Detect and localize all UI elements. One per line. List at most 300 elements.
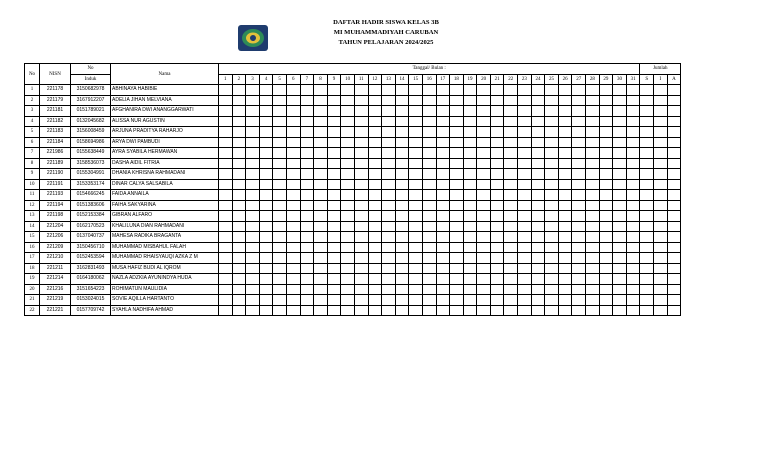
attendance-cell [259,106,273,117]
attendance-cell [490,232,504,243]
attendance-cell [613,211,627,222]
attendance-cell [259,85,273,96]
attendance-cell [558,137,572,148]
attendance-cell [463,221,477,232]
attendance-cell [490,127,504,138]
attendance-cell [436,200,450,211]
attendance-cell [341,221,355,232]
attendance-cell [490,169,504,180]
attendance-cell [463,179,477,190]
attendance-cell [246,137,260,148]
attendance-cell [463,127,477,138]
attendance-cell [572,190,586,201]
attendance-cell [450,305,464,316]
attendance-cell [450,127,464,138]
summary-cell [654,263,668,274]
attendance-cell [300,253,314,264]
attendance-cell [232,85,246,96]
attendance-cell [327,158,341,169]
attendance-cell [395,95,409,106]
attendance-cell [354,190,368,201]
attendance-cell [273,242,287,253]
attendance-cell [613,190,627,201]
attendance-cell [436,211,450,222]
attendance-cell [504,211,518,222]
attendance-cell [354,179,368,190]
attendance-cell [273,211,287,222]
attendance-cell [273,106,287,117]
attendance-cell [504,305,518,316]
table-row [25,263,681,274]
attendance-cell [354,221,368,232]
attendance-cell [599,295,613,306]
attendance-cell [382,263,396,274]
attendance-cell [327,190,341,201]
attendance-cell [232,232,246,243]
attendance-cell [300,284,314,295]
attendance-cell [558,221,572,232]
attendance-cell [422,274,436,285]
attendance-cell [327,242,341,253]
attendance-cell [518,158,532,169]
table-row [25,242,681,253]
attendance-cell [300,190,314,201]
attendance-cell [273,221,287,232]
attendance-cell [232,242,246,253]
attendance-cell [450,137,464,148]
attendance-cell [558,211,572,222]
attendance-cell [354,253,368,264]
attendance-cell [518,169,532,180]
nisn-cell: 221189 [40,158,71,169]
attendance-cell [273,295,287,306]
attendance-cell [395,295,409,306]
summary-cell [654,137,668,148]
attendance-cell [558,158,572,169]
attendance-cell [368,148,382,159]
attendance-cell [504,95,518,106]
attendance-cell [518,127,532,138]
attendance-cell [626,284,640,295]
day-header-1: 1 [219,74,233,85]
attendance-cell [286,274,300,285]
summary-cell [654,116,668,127]
attendance-cell [436,85,450,96]
day-header-31: 31 [626,74,640,85]
attendance-cell [531,274,545,285]
table-row [25,95,681,106]
attendance-cell [259,169,273,180]
attendance-cell [477,116,491,127]
attendance-cell [531,127,545,138]
attendance-cell [586,85,600,96]
attendance-cell [273,137,287,148]
attendance-cell [246,295,260,306]
attendance-cell [354,211,368,222]
attendance-cell [545,95,559,106]
attendance-cell [314,179,328,190]
row-number: 21 [25,295,40,306]
attendance-cell [232,200,246,211]
summary-cell [667,179,681,190]
attendance-cell [341,295,355,306]
attendance-cell [558,85,572,96]
attendance-cell [395,232,409,243]
attendance-cell [626,127,640,138]
summary-cell [654,232,668,243]
summary-cell [640,148,654,159]
attendance-cell [354,148,368,159]
attendance-cell [450,263,464,274]
header-row-top [25,64,681,75]
attendance-cell [613,253,627,264]
attendance-cell [422,200,436,211]
student-name-cell: NAZLA ADZKIA AYUNINDYA HUDA [111,274,219,285]
attendance-cell [368,253,382,264]
attendance-cell [273,116,287,127]
summary-cell [640,95,654,106]
attendance-cell [422,232,436,243]
attendance-cell [409,305,423,316]
attendance-cell [246,200,260,211]
attendance-cell [586,179,600,190]
summary-cell [667,221,681,232]
attendance-cell [436,253,450,264]
attendance-cell [586,169,600,180]
day-header-10: 10 [341,74,355,85]
day-header-20: 20 [477,74,491,85]
attendance-cell [572,263,586,274]
attendance-cell [572,85,586,96]
attendance-cell [341,211,355,222]
table-row [25,221,681,232]
attendance-cell [368,284,382,295]
attendance-cell [518,137,532,148]
attendance-cell [300,242,314,253]
attendance-cell [626,95,640,106]
attendance-cell [558,190,572,201]
attendance-cell [354,85,368,96]
attendance-cell [409,85,423,96]
attendance-cell [219,158,233,169]
attendance-cell [232,106,246,117]
attendance-cell [599,85,613,96]
attendance-cell [286,263,300,274]
attendance-cell [545,158,559,169]
attendance-cell [232,116,246,127]
summary-cell [667,232,681,243]
attendance-cell [490,179,504,190]
attendance-cell [286,232,300,243]
row-number: 15 [25,232,40,243]
attendance-cell [300,116,314,127]
attendance-cell [586,221,600,232]
attendance-cell [341,148,355,159]
attendance-cell [599,263,613,274]
attendance-cell [572,232,586,243]
attendance-cell [545,148,559,159]
attendance-cell [545,284,559,295]
attendance-cell [586,232,600,243]
attendance-cell [368,179,382,190]
attendance-cell [286,137,300,148]
attendance-cell [219,106,233,117]
attendance-cell [341,190,355,201]
summary-cell [654,158,668,169]
attendance-cell [327,253,341,264]
attendance-cell [572,253,586,264]
attendance-cell [286,116,300,127]
summary-cell [667,274,681,285]
day-header-12: 12 [368,74,382,85]
attendance-cell [572,295,586,306]
attendance-cell [422,190,436,201]
attendance-cell [246,284,260,295]
day-header-3: 3 [246,74,260,85]
summary-cell [667,211,681,222]
attendance-cell [314,148,328,159]
attendance-cell [572,127,586,138]
attendance-cell [259,274,273,285]
no-induk-cell: 0152453594 [71,253,111,264]
attendance-cell [368,190,382,201]
student-name-cell: SOVIE AQILLA HARTANTO [111,295,219,306]
attendance-cell [504,221,518,232]
no-induk-cell: 0157709742 [71,305,111,316]
attendance-cell [613,221,627,232]
attendance-cell [586,158,600,169]
attendance-cell [477,200,491,211]
summary-cell [667,85,681,96]
attendance-cell [327,232,341,243]
attendance-cell [626,295,640,306]
day-header-4: 4 [259,74,273,85]
attendance-cell [219,242,233,253]
attendance-cell [545,253,559,264]
attendance-cell [518,200,532,211]
attendance-cell [286,242,300,253]
attendance-cell [409,169,423,180]
attendance-cell [314,221,328,232]
attendance-cell [219,253,233,264]
attendance-cell [232,137,246,148]
no-induk-cell: 3150456710 [71,242,111,253]
attendance-cell [545,85,559,96]
attendance-cell [232,148,246,159]
summary-cell [667,242,681,253]
day-header-23: 23 [518,74,532,85]
attendance-cell [314,190,328,201]
attendance-cell [558,253,572,264]
attendance-cell [463,190,477,201]
attendance-cell [586,253,600,264]
attendance-cell [395,211,409,222]
row-number: 13 [25,211,40,222]
attendance-cell [613,169,627,180]
attendance-cell [572,305,586,316]
attendance-cell [327,148,341,159]
attendance-cell [626,116,640,127]
attendance-cell [599,232,613,243]
col-tanggal-header: Tanggal/ Bulan : [219,64,640,75]
table-row [25,200,681,211]
attendance-cell [259,200,273,211]
attendance-cell [300,305,314,316]
summary-cell [640,242,654,253]
nisn-cell: 221193 [40,190,71,201]
attendance-cell [368,200,382,211]
attendance-cell [613,95,627,106]
attendance-cell [545,242,559,253]
attendance-cell [382,221,396,232]
attendance-cell [518,242,532,253]
nisn-cell: 221211 [40,263,71,274]
attendance-cell [219,85,233,96]
attendance-cell [436,169,450,180]
day-header-17: 17 [436,74,450,85]
attendance-cell [531,211,545,222]
attendance-cell [246,127,260,138]
attendance-cell [477,305,491,316]
attendance-cell [232,211,246,222]
attendance-cell [286,127,300,138]
attendance-cell [409,190,423,201]
attendance-cell [382,148,396,159]
attendance-cell [409,274,423,285]
attendance-cell [477,95,491,106]
summary-cell [667,127,681,138]
summary-cell [667,137,681,148]
attendance-cell [436,116,450,127]
attendance-cell [246,242,260,253]
attendance-cell [259,211,273,222]
attendance-cell [626,253,640,264]
attendance-cell [232,127,246,138]
attendance-cell [477,85,491,96]
student-name-cell: MUHAMMAD MISBAHUL FALAH [111,242,219,253]
attendance-cell [341,179,355,190]
summary-cell [640,263,654,274]
attendance-cell [273,200,287,211]
attendance-cell [314,263,328,274]
attendance-cell [572,95,586,106]
table-row [25,232,681,243]
row-number: 4 [25,116,40,127]
attendance-cell [300,158,314,169]
attendance-cell [409,211,423,222]
student-name-cell: KHALILUNA DIAN RAHMADANI [111,221,219,232]
attendance-cell [422,95,436,106]
attendance-cell [219,284,233,295]
row-number: 20 [25,284,40,295]
attendance-cell [246,116,260,127]
attendance-cell [558,116,572,127]
day-header-7: 7 [300,74,314,85]
attendance-cell [273,305,287,316]
attendance-cell [232,253,246,264]
attendance-cell [354,242,368,253]
attendance-cell [626,169,640,180]
attendance-cell [545,232,559,243]
attendance-cell [613,148,627,159]
attendance-cell [219,211,233,222]
attendance-cell [504,253,518,264]
attendance-cell [422,169,436,180]
attendance-cell [504,116,518,127]
attendance-cell [450,295,464,306]
student-name-cell: ARYA DWI PAMBUDI [111,137,219,148]
attendance-cell [286,95,300,106]
attendance-cell [382,95,396,106]
attendance-cell [463,274,477,285]
attendance-cell [490,263,504,274]
attendance-cell [422,305,436,316]
attendance-cell [422,179,436,190]
attendance-cell [273,95,287,106]
day-header-26: 26 [558,74,572,85]
attendance-cell [422,295,436,306]
title-line-1: DAFTAR HADIR SISWA KELAS 3B [333,19,439,26]
attendance-cell [586,200,600,211]
attendance-cell [314,305,328,316]
attendance-cell [572,137,586,148]
row-number: 6 [25,137,40,148]
attendance-cell [477,211,491,222]
summary-cell [654,274,668,285]
attendance-cell [504,242,518,253]
attendance-cell [599,169,613,180]
attendance-cell [572,200,586,211]
attendance-cell [599,253,613,264]
table-row [25,158,681,169]
attendance-cell [490,211,504,222]
title-line-2: MI MUHAMMADIYAH CARUBAN [333,29,439,36]
attendance-cell [382,158,396,169]
attendance-cell [314,95,328,106]
attendance-cell [368,263,382,274]
attendance-cell [518,263,532,274]
attendance-cell [273,284,287,295]
document-title-block [300,18,472,48]
attendance-cell [259,305,273,316]
attendance-cell [246,190,260,201]
attendance-cell [422,137,436,148]
attendance-cell [246,274,260,285]
attendance-cell [259,95,273,106]
attendance-cell [586,148,600,159]
attendance-cell [613,232,627,243]
summary-cell [654,148,668,159]
attendance-cell [314,137,328,148]
attendance-cell [382,116,396,127]
attendance-cell [327,274,341,285]
attendance-cell [259,242,273,253]
attendance-cell [382,200,396,211]
summary-cell [654,190,668,201]
attendance-cell [259,284,273,295]
table-row [25,190,681,201]
attendance-cell [246,169,260,180]
attendance-cell [626,148,640,159]
no-induk-cell: 0155304991 [71,169,111,180]
attendance-cell [558,263,572,274]
attendance-cell [599,221,613,232]
attendance-cell [382,190,396,201]
attendance-cell [545,295,559,306]
col-jumlah-header: Jumlah [640,64,681,75]
attendance-cell [463,232,477,243]
attendance-cell [409,253,423,264]
